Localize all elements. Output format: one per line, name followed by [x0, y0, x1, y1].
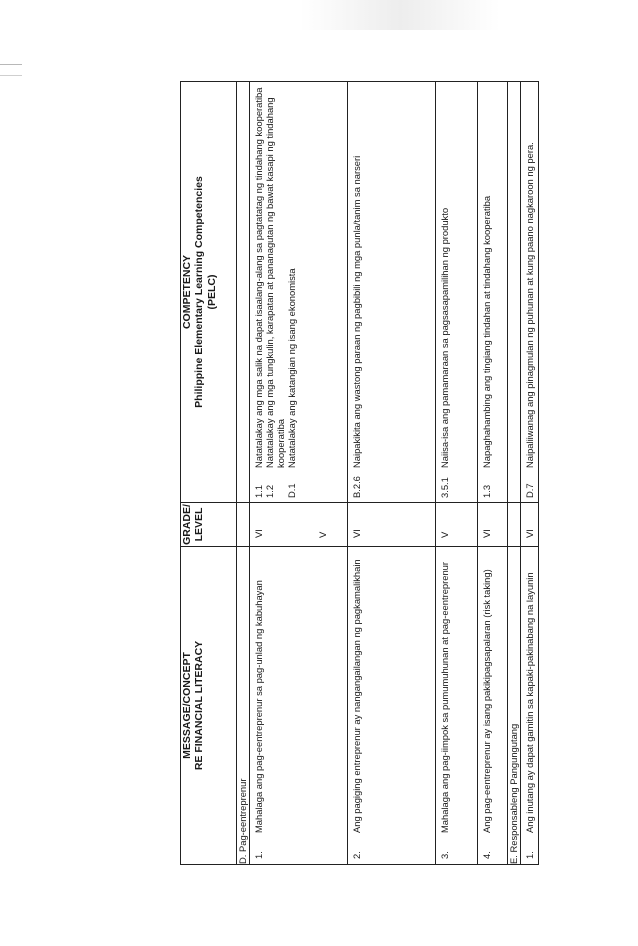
- grade-value: VI: [253, 529, 264, 538]
- item-text: Ang inutang ay dapat gamitin sa kapaki-pakinabang na layunin: [524, 572, 535, 833]
- concept-header-line2: RE FINANCIAL LITERACY: [193, 640, 206, 771]
- item-number: 4.: [481, 851, 492, 859]
- competency-code: B.2.6: [351, 476, 362, 498]
- empty-cell: [237, 503, 250, 547]
- concept-header: [181, 547, 237, 865]
- item-text: Mahalaga ang pag-eentreprenur sa pag-unlad ng kabuhayan: [253, 580, 264, 833]
- pelc-table: [180, 81, 539, 865]
- empty-cell: [237, 82, 250, 503]
- grade-header-line1: GRADE/: [181, 504, 193, 545]
- competency-text: Natatalakay ang katangian ng isang ekonomista: [286, 268, 298, 468]
- competency-cell: [436, 82, 478, 503]
- competency-item: [253, 86, 264, 498]
- concept-cell: [478, 547, 508, 865]
- competency-code: 1.3: [481, 484, 492, 498]
- competency-header: [181, 82, 237, 503]
- competency-code: 1.1: [253, 484, 264, 498]
- item-text: Mahalaga ang pag-iimpok sa pumumuhunan at pag-eentreprenur: [439, 561, 450, 833]
- scan-edge-mark: [0, 64, 22, 76]
- competency-item: [351, 86, 362, 498]
- competency-item: [524, 86, 535, 498]
- competency-text: Naipaliiwanag ang pinagmulan ng puhunan at kung paano nagkaroon ng pera.: [524, 142, 535, 468]
- rotated-page: [180, 82, 537, 865]
- competency-header-line2: Philippine Elementary Learning Competencies: [193, 176, 206, 408]
- table-row: [250, 82, 348, 865]
- section-label: D. Pag-eentreprenur: [237, 547, 250, 865]
- competency-header-line1: COMPETENCY: [181, 254, 193, 330]
- item-number: 2.: [351, 851, 362, 859]
- concept-cell: [250, 547, 348, 865]
- competency-text: Napaghahambing ang tingiang tindahan at tindahang kooperatiba: [481, 195, 492, 468]
- competency-item: [481, 86, 492, 498]
- item-number: 1.: [524, 851, 535, 859]
- grade-header: [181, 503, 237, 547]
- empty-cell: [508, 82, 521, 503]
- grade-cell: [250, 503, 348, 547]
- item-text: Ang pagiging entreprenur ay nangangailangan ng pagkamalikhain: [351, 559, 362, 833]
- scan-smudge: [300, 0, 500, 30]
- grade-cell: [348, 503, 436, 547]
- item-number: 1.: [253, 851, 264, 859]
- table-row: [478, 82, 508, 865]
- concept-cell: [348, 547, 436, 865]
- section-label: E. Responsableng Pangungutang: [508, 547, 521, 865]
- competency-code: D.7: [524, 483, 535, 498]
- concept-cell: [521, 547, 539, 865]
- table-row: [348, 82, 436, 865]
- table-row: [521, 82, 539, 865]
- competency-cell: [250, 82, 348, 503]
- grade-cell: [436, 503, 478, 547]
- grade-header-line2: LEVEL: [193, 507, 206, 542]
- competency-cell: [348, 82, 436, 503]
- competency-cell: [478, 82, 508, 503]
- competency-code: 1.2: [264, 484, 276, 498]
- empty-cell: [508, 503, 521, 547]
- concept-cell: [436, 547, 478, 865]
- section-row: [508, 82, 521, 865]
- grade-value: VI: [481, 529, 492, 538]
- grade-value: VI: [351, 529, 362, 538]
- competency-item: [439, 86, 450, 498]
- grade-value: VI: [524, 529, 535, 538]
- grade-cell: [521, 503, 539, 547]
- grade-value: V: [439, 531, 450, 538]
- competency-code: D.1: [286, 483, 298, 498]
- item-text: Ang pag-eentreprenur ay isang pakikipagsapalaran (risk taking): [481, 569, 492, 833]
- grade-cell: [478, 503, 508, 547]
- table-row: [436, 82, 478, 865]
- competency-text: Naiisa-isa ang pamamaraan sa pagsasapamilihan ng produkto: [439, 207, 450, 468]
- competency-item: [264, 86, 286, 498]
- competency-text: Natatalakay ang mga tungkulin, karapatan at pananagutan ng bawat kasapi ng tindahang kooperatiba: [264, 97, 287, 468]
- grade-value: V: [317, 531, 329, 538]
- concept-header-line1: MESSAGE/CONCEPT: [181, 652, 193, 759]
- competency-cell: [521, 82, 539, 503]
- competency-text: Natatalakay ang mga salik na dapat isaalang-alang sa pagtatatag ng tindahang kooperatiba: [253, 87, 264, 468]
- section-row: [237, 82, 250, 865]
- competency-text: Naipakikita ang wastong paraan ng pagbibili ng mga punla/tanim sa narseri: [351, 155, 362, 468]
- header-row: [181, 82, 237, 865]
- item-number: 3.: [439, 851, 450, 859]
- competency-code: 3.5.1: [439, 477, 450, 498]
- competency-item: [286, 86, 297, 498]
- competency-header-line3: (PELC): [205, 274, 218, 310]
